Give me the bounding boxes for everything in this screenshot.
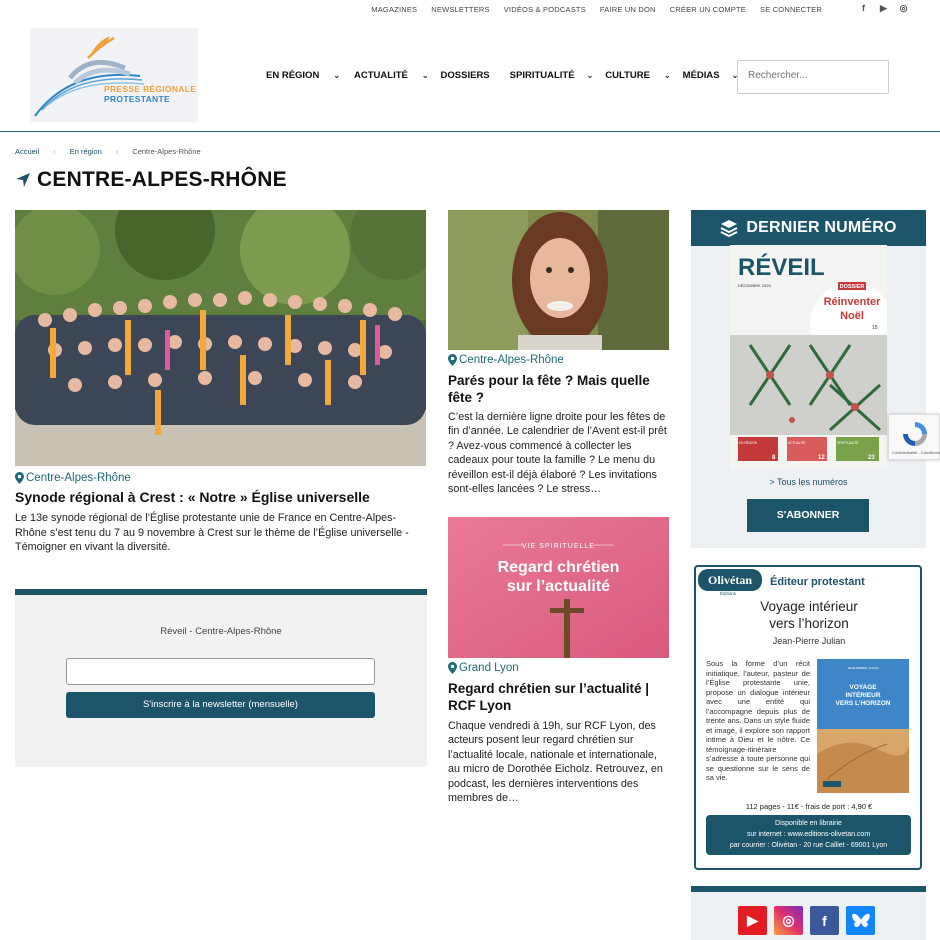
ad-author: Jean-Pierre Julian (772, 636, 846, 646)
olivetan-logo-sub: Éditions (720, 591, 737, 596)
bluesky-icon[interactable] (846, 906, 875, 935)
newsletter-title: Réveil - Centre-Alpes-Rhône (160, 626, 282, 637)
utility-link-magazines[interactable]: MAGAZINES (371, 5, 418, 14)
breadcrumb-en-region[interactable]: En région (69, 147, 102, 156)
utility-link-newsletters[interactable]: NEWSLETTERS (431, 5, 490, 14)
tag-label: Grand Lyon (459, 662, 519, 674)
article2-image[interactable] (448, 210, 669, 350)
ad-publisher: Éditeur protestant (770, 576, 865, 588)
cover-section-1: EN RÉGION (739, 441, 757, 445)
breadcrumb-current: Centre-Alpes-Rhône (132, 147, 201, 156)
nav-label: ACTUALITÉ (354, 70, 408, 81)
chevron-down-icon[interactable]: ⌄ (333, 71, 341, 80)
svg-text:INTÉRIEUR: INTÉRIEUR (845, 692, 881, 699)
chevron-down-icon[interactable]: ⌄ (421, 71, 429, 80)
map-pin-icon (448, 354, 457, 366)
cover-section-2: ACTUALITÉ (788, 441, 806, 445)
ad-book-cover-author: JEAN-PIERRE JULIAN (847, 666, 879, 670)
utility-social (859, 4, 908, 13)
nav-label: CULTURE (605, 70, 650, 81)
newsletter-box (15, 589, 427, 767)
tag-label: Centre-Alpes-Rhône (26, 472, 131, 484)
chevron-down-icon[interactable]: ⌄ (586, 71, 594, 80)
article3-image-title-2: sur l’actualité (506, 578, 611, 595)
ad-dispo-2[interactable]: sur internet : www.editions-olivetan.com (746, 831, 871, 838)
utility-link-login[interactable]: SE CONNECTER (760, 5, 822, 14)
recaptcha-text: Confidentialité - Conditions (892, 450, 940, 455)
main-article-desc: Le 13e synode régional de l’Église protestante unie de France en Centre-Alpes-Rhône s’est tenu du 7 au 9 novembre à Crest sur le thème de l’Église universelle - Témoigner en vivant la diversité. (15, 512, 409, 553)
svg-text:VERS L’HORIZON: VERS L’HORIZON (835, 700, 891, 707)
latest-issue-header (691, 210, 926, 246)
olivetan-ad[interactable] (694, 565, 922, 870)
article3-title[interactable]: Regard chrétien sur l’actualité | RCF Lyon (448, 681, 650, 713)
tag-label: Centre-Alpes-Rhône (459, 354, 564, 366)
logo-line-2: PROTESTANTE (104, 94, 170, 104)
page-title-wrap (15, 168, 287, 192)
article2-title[interactable]: Parés pour la fête ? Mais quelle fête ? (448, 373, 650, 405)
site-logo[interactable] (30, 28, 198, 122)
cover-date: DÉCEMBRE 2025 (738, 283, 771, 288)
utility-link-create-account[interactable]: CRÉER UN COMPTE (669, 5, 746, 14)
cover-headline-2: Noël (840, 310, 864, 322)
nav-en-region[interactable] (266, 70, 354, 81)
layers-icon (720, 219, 738, 237)
svg-text:VOYAGE: VOYAGE (849, 684, 877, 691)
social-icons (738, 906, 875, 935)
chevron-down-icon[interactable]: ⌄ (731, 71, 739, 80)
main-article-image[interactable] (15, 210, 426, 466)
utility-links (371, 5, 822, 14)
cover-title: RÉVEIL (738, 254, 825, 281)
youtube-icon[interactable]: ▶ (880, 3, 887, 13)
ad-blurb: Sous la forme d’un récit initiatique, l’auteur, pasteur de l’Église protestante unie, propose un dialogue intérieur avec une entité qui l’accompagne depuis plus de trente ans. Dans un style fluide et imagé, il explore son rapport intime à Dieu et le nôtre. Ce témoignage-itinéraire s’adresse à toute personne qui se questionne sur le sens de sa vie. (706, 659, 810, 782)
utility-link-videos-podcasts[interactable]: VIDÉOS & PODCASTS (503, 5, 586, 14)
nav-medias[interactable] (683, 70, 739, 81)
location-arrow-icon (15, 172, 31, 188)
instagram-icon[interactable]: ◎ (774, 906, 803, 935)
magazine-cover[interactable] (730, 245, 887, 469)
article3-image-title-1: Regard chrétien (497, 559, 620, 576)
ad-dispo-3: par courrier : Olivétan - 20 rue Calliet - 69001 Lyon (729, 842, 888, 849)
main-article-tag[interactable] (15, 472, 131, 484)
subscribe-button[interactable]: S'ABONNER (747, 499, 869, 532)
ad-book-title-2: vers l’horizon (769, 616, 849, 631)
nav-actualite[interactable] (354, 70, 441, 81)
nav-label: MÉDIAS (682, 70, 720, 81)
newsletter-email-input[interactable] (66, 658, 375, 685)
chevron-down-icon[interactable]: ⌄ (663, 71, 671, 80)
cover-page-1: 8 (772, 455, 776, 461)
cover-dossier: DOSSIER (839, 284, 865, 290)
ad-availability (706, 815, 911, 855)
instagram-icon[interactable]: ◎ (899, 3, 908, 13)
nav-dossiers[interactable] (441, 70, 490, 81)
article3-tag[interactable] (448, 662, 519, 674)
facebook-icon[interactable]: f (810, 906, 839, 935)
newsletter-subscribe-button[interactable]: S'inscrire à la newsletter (mensuelle) (66, 692, 375, 718)
all-issues-link[interactable]: > Tous les numéros (769, 477, 848, 487)
nav-culture[interactable] (605, 70, 682, 81)
article2-desc: C’est la dernière ligne droite pour les fêtes de fin d’année. Le calendrier de l’Avent est-il prêt ? Avez-vous commencé à collecter les cadeaux pour toute la famille ? Le menu du réveillon est-il déjà élaboré ? Les invitations sont-elles lancées ? Le stress… (448, 411, 667, 496)
article2-tag[interactable] (448, 354, 564, 366)
cover-page-3: 23 (868, 455, 875, 461)
map-pin-icon (448, 662, 457, 674)
search-input[interactable] (748, 70, 858, 81)
chevron-right-icon: › (115, 147, 119, 156)
page-title: CENTRE-ALPES-RHÔNE (37, 168, 287, 191)
ad-dispo-1: Disponible en librairie (775, 820, 842, 827)
youtube-icon[interactable]: ▶ (738, 906, 767, 935)
search-box (737, 60, 889, 94)
nav-spiritualite[interactable] (510, 70, 606, 81)
latest-issue-box (691, 210, 926, 548)
map-pin-icon (15, 472, 24, 484)
site-header (0, 20, 940, 132)
article3-desc: Chaque vendredi à 19h, sur RCF Lyon, des acteurs posent leur regard chrétien sur l’actualité locale, nationale et internationale, au micro de Dorothée Eicholz. Retrouvez, en podcast, les dernières interventions des membres de… (448, 720, 663, 805)
nav-label: SPIRITUALITÉ (509, 70, 575, 81)
nav-label: EN RÉGION (266, 70, 320, 81)
article3-image[interactable] (448, 517, 669, 658)
utility-link-donate[interactable]: FAIRE UN DON (599, 5, 656, 14)
ad-book-title-1: Voyage intérieur (760, 599, 858, 614)
ad-price: 112 pages - 11€ - frais de port : 4,90 € (745, 802, 873, 811)
cover-page-2: 12 (818, 455, 825, 461)
recaptcha-badge[interactable] (888, 414, 940, 460)
chevron-right-icon: › (53, 147, 56, 156)
ad-book-title (696, 598, 922, 632)
nav-label: DOSSIERS (440, 70, 490, 81)
logo-line-1: PRESSE RÉGIONALE (104, 84, 197, 94)
breadcrumb-home[interactable]: Accueil (15, 147, 40, 156)
latest-issue-title: DERNIER NUMÉRO (746, 219, 897, 236)
olivetan-logo: Olivétan (698, 569, 762, 591)
cover-page: 15 (872, 325, 878, 331)
social-box (691, 886, 926, 940)
utility-bar (0, 0, 940, 20)
main-nav (266, 70, 738, 81)
main-article-title[interactable]: Synode régional à Crest : « Notre » Église universelle (15, 489, 370, 505)
recaptcha-icon (900, 419, 930, 449)
ad-book-cover (817, 659, 909, 793)
article3-image-kicker: VIE SPIRITUELLE (522, 543, 595, 550)
cover-section-3: SPIRITUALITÉ (837, 441, 859, 445)
cover-headline-1: Réinventer (823, 296, 881, 308)
facebook-icon[interactable]: f (862, 3, 865, 13)
breadcrumb (15, 147, 201, 156)
